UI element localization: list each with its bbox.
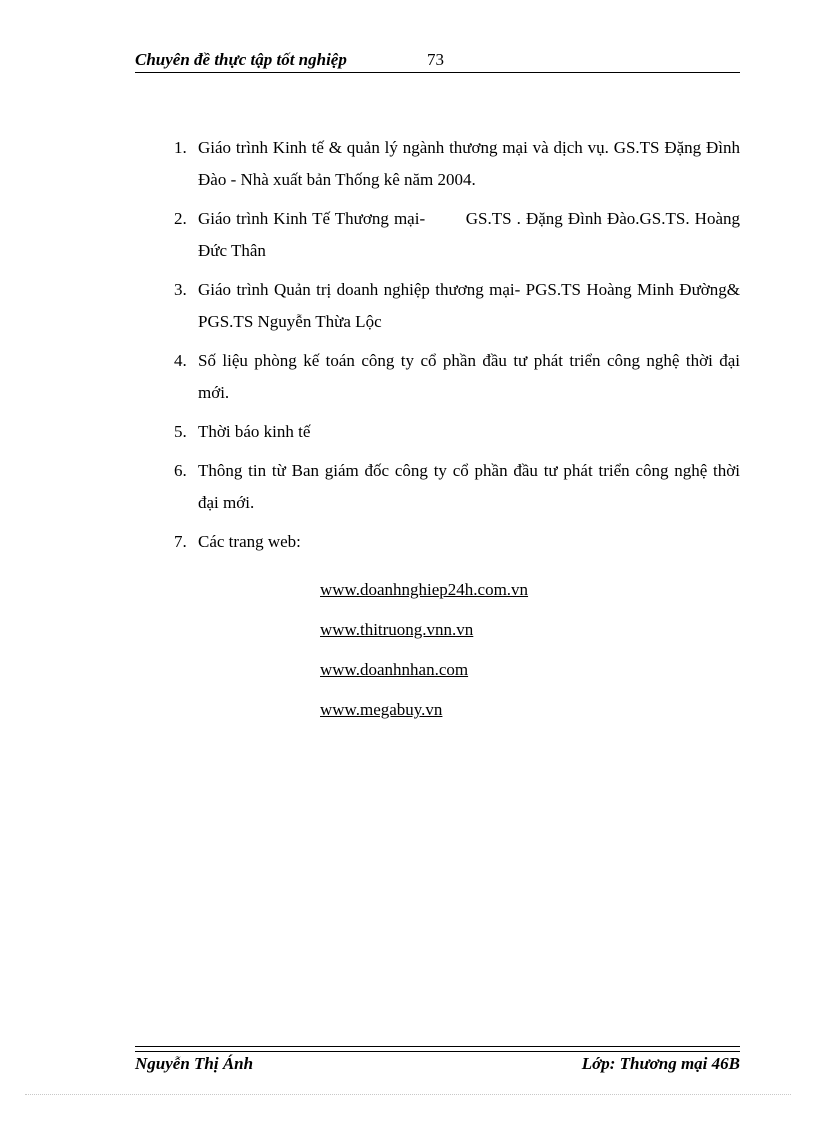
reference-item bbox=[170, 416, 740, 448]
footer-rule bbox=[135, 1046, 740, 1052]
reference-number: 4. bbox=[174, 351, 187, 370]
reference-number: 2. bbox=[174, 209, 187, 228]
reference-text: Thông tin từ Ban giám đốc công ty cổ phần đầu tư phát triển công nghệ thời đại mới. bbox=[198, 461, 740, 512]
reference-text: Thời báo kinh tế bbox=[198, 422, 311, 441]
reference-text: Số liệu phòng kế toán công ty cổ phần đầu tư phát triển công nghệ thời đại mới. bbox=[198, 351, 740, 402]
reference-item bbox=[170, 455, 740, 519]
reference-text: Các trang web: bbox=[198, 532, 301, 551]
website-list bbox=[320, 570, 528, 730]
page-number: 73 bbox=[427, 50, 444, 69]
reference-number: 3. bbox=[174, 280, 187, 299]
reference-item bbox=[170, 526, 740, 558]
reference-text: Giáo trình Kinh tế & quản lý ngành thương mại và dịch vụ. GS.TS Đặng Đình Đào - Nhà xuất bản Thống kê năm 2004. bbox=[198, 138, 740, 189]
reference-item bbox=[170, 345, 740, 409]
reference-number: 5. bbox=[174, 422, 187, 441]
reference-text: Giáo trình Kinh Tế Thương mại- GS.TS . Đặng Đình Đào.GS.TS. Hoàng Đức Thân bbox=[198, 209, 745, 260]
reference-text: Giáo trình Quản trị doanh nghiệp thương mại- PGS.TS Hoàng Minh Đường& PGS.TS Nguyễn Thừa Lộc bbox=[198, 280, 740, 331]
page-edge-divider bbox=[25, 1094, 791, 1095]
website-link[interactable]: www.doanhnhan.com bbox=[320, 660, 469, 679]
reference-item bbox=[170, 274, 740, 338]
footer-author: Nguyễn Thị Ánh bbox=[135, 1054, 254, 1073]
reference-number: 6. bbox=[174, 461, 187, 480]
header-title: Chuyên đề thực tập tốt nghiệp bbox=[135, 50, 347, 69]
footer-class: Lớp: Thương mại 46B bbox=[581, 1054, 740, 1073]
website-link[interactable]: www.megabuy.vn bbox=[320, 700, 443, 719]
website-link[interactable]: www.doanhnghiep24h.com.vn bbox=[320, 580, 529, 599]
reference-item bbox=[170, 203, 745, 267]
reference-item bbox=[170, 132, 740, 196]
reference-list bbox=[170, 132, 745, 565]
reference-number: 1. bbox=[174, 138, 187, 157]
page-header bbox=[135, 48, 740, 73]
website-link[interactable]: www.thitruong.vnn.vn bbox=[320, 620, 474, 639]
reference-number: 7. bbox=[174, 532, 187, 551]
